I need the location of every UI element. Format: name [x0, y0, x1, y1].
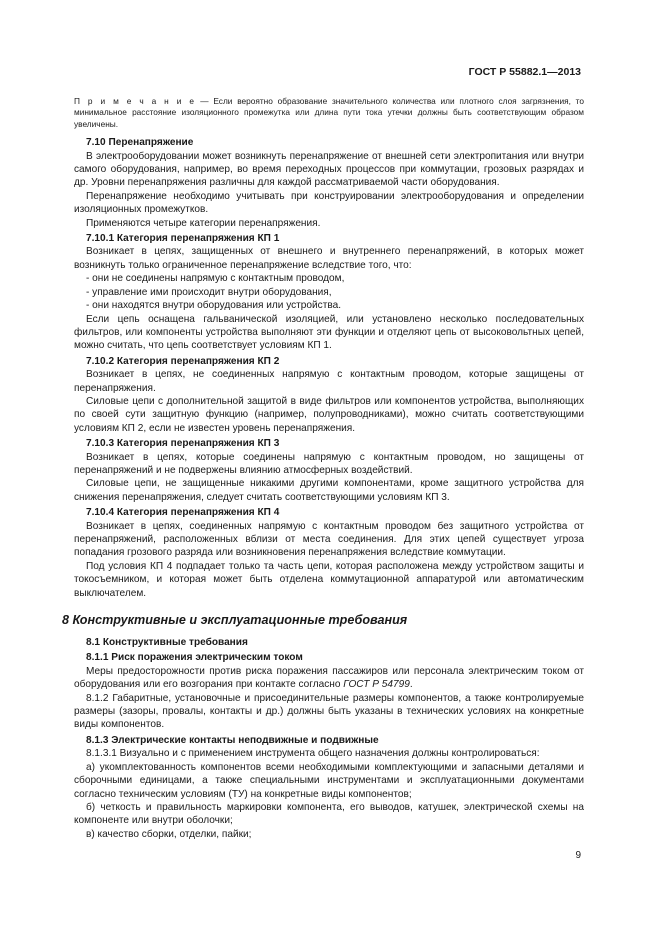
heading-8-1-3: 8.1.3 Электрические контакты неподвижные и подвижные: [86, 734, 379, 746]
heading-8: 8 Конструктивные и эксплуатационные требования: [62, 613, 408, 628]
list-item: - они не соединены напрямую с контактным проводом,: [86, 273, 345, 285]
heading-8-1-1: 8.1.1 Риск поражения электрическим током: [86, 652, 303, 664]
paragraph: 8.1.2 Габаритные, установочные и присоединительные размеры компонентов, а также контролируемые размеры (зазоры, провалы, контакты и др.) должны быть указаны в технических условиях на конкретные виды компонентов.: [74, 692, 584, 731]
heading-7-10-3: 7.10.3 Категория перенапряжения КП 3: [86, 438, 280, 450]
note-text: — Если вероятно образование значительного количества или плотного слоя загрязнения, то минимальное расстояние изоляционного промежутка или длина пути тока утечки должны быть соответствующим образом увеличены.: [74, 96, 584, 129]
list-item: а) укомплектованность компонентов всеми необходимыми комплектующими и запасными деталями и сборочными единицами, а также специальными инструментами и эксплуатационными документами согласно техническим условиям (ТУ) на конкретные виды компонентов;: [74, 761, 584, 800]
heading-7-10-4: 7.10.4 Категория перенапряжения КП 4: [86, 507, 280, 519]
paragraph: Возникает в цепях, которые соединены напрямую с контактным проводом, но защищены от перенапряжений и не подвержены влиянию атмосферных воздействий.: [74, 451, 584, 476]
page-number: 9: [575, 850, 581, 861]
paragraph: [74, 665, 584, 692]
paragraph-text: .: [409, 679, 413, 691]
page-body: [62, 96, 584, 841]
paragraph: Под условия КП 4 подпадает только та часть цепи, которая расположена между устройством защиты и токосъемником, и которая может быть отделена коммутационной аппаратурой или автоматическим выключателем.: [74, 560, 584, 599]
list-item: - они находятся внутри оборудования или устройства.: [86, 300, 341, 312]
paragraph: Возникает в цепях, не соединенных напрямую с контактным проводом, которые защищены от перенапряжения.: [74, 369, 584, 394]
paragraph: Силовые цепи, не защищенные никакими другими компонентами, кроме защитного устройства для снижения перенапряжения, следует считать соответствующими условиям КП 3.: [74, 478, 584, 503]
list-item: б) четкость и правильность маркировки компонента, его выводов, катушек, электрической схемы на компоненте или внутри оболочки;: [74, 801, 584, 827]
paragraph: 8.1.3.1 Визуально и с применением инструмента общего назначения должны контролироваться:: [86, 748, 540, 760]
paragraph: Применяются четыре категории перенапряжения.: [86, 217, 321, 229]
document-code: ГОСТ Р 55882.1—2013: [468, 66, 581, 78]
list-item: в) качество сборки, отделки, пайки;: [86, 828, 252, 840]
paragraph-text: Меры предосторожности против риска поражения пассажиров или персонала электрическим током от оборудования или его возгорания при контакте согласно: [74, 665, 584, 691]
paragraph: Перенапряжение необходимо учитывать при конструировании электрооборудования и определении изоляционных промежутков.: [74, 190, 584, 216]
heading-7-10: 7.10 Перенапряжение: [86, 137, 194, 149]
paragraph: Силовые цепи с дополнительной защитой в виде фильтров или компонентов устройства, выполняющих по своей сути защитную функцию (например, полупроводниками), можно считать соответствующими условиям КП 2, если не известен уровень перенапряжения.: [74, 395, 584, 434]
note-label: П р и м е ч а н и е: [74, 96, 196, 106]
heading-7-10-2: 7.10.2 Категория перенапряжения КП 2: [86, 355, 280, 367]
paragraph: В электрооборудовании может возникнуть перенапряжение от внешней сети электропитания или внутри самого оборудования, например, во время переходных процессов при коммутации, грозовых разрядах и др. Уровни перенапряжения различны для каждой рассматриваемой части оборудования.: [74, 150, 584, 189]
note-paragraph: [74, 96, 584, 130]
paragraph: Если цепь оснащена гальванической изоляцией, или установлено несколько последовательных фильтров, или компоненты устройства выполняют эти функции и отделяют цепь от высоковольтных цепей, можно считать, что цепь соответствует условиям КП 1.: [74, 313, 584, 352]
paragraph: Возникает в цепях, защищенных от внешнего и внутреннего перенапряжений, в которых может возникнуть только ограниченное перенапряжение вследствие того, что:: [74, 246, 584, 271]
heading-7-10-1: 7.10.1 Категория перенапряжения КП 1: [86, 233, 280, 245]
list-item: - управление ими происходит внутри оборудования,: [86, 286, 332, 298]
standard-reference: ГОСТ Р 54799: [343, 679, 410, 691]
heading-8-1: 8.1 Конструктивные требования: [86, 637, 248, 649]
paragraph: Возникает в цепях, соединенных напрямую с контактным проводом без защитного устройства от перенапряжений, расположенных вблизи от места соединения. Для этих цепей существует угроза попадания грозового разряда или возникновения перенапряжения вследствие коммутации.: [74, 520, 584, 559]
